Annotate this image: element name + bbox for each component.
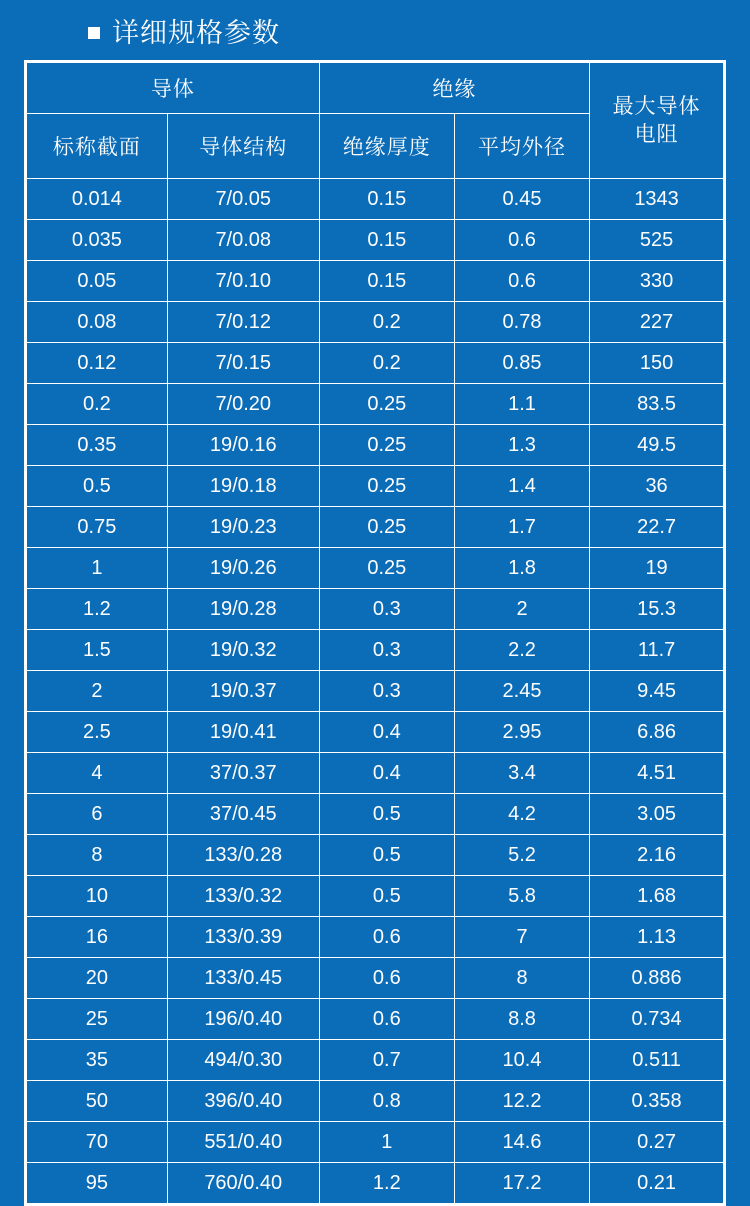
column-header-max-resistance-line2: 电阻 [634, 122, 679, 146]
cell-nominal-section: 0.12 [27, 343, 168, 384]
cell-insulation-thickness: 0.6 [319, 999, 454, 1040]
cell-insulation-thickness: 1 [319, 1122, 454, 1163]
cell-nominal-section: 25 [27, 999, 168, 1040]
cell-max-resistance: 227 [590, 302, 724, 343]
cell-conductor-structure: 494/0.30 [167, 1040, 319, 1081]
table-row [27, 835, 724, 876]
cell-average-od: 4.2 [454, 794, 589, 835]
cell-max-resistance: 83.5 [590, 384, 724, 425]
cell-average-od: 1.1 [454, 384, 589, 425]
cell-nominal-section: 2.5 [27, 712, 168, 753]
cell-insulation-thickness: 0.25 [319, 384, 454, 425]
cell-conductor-structure: 19/0.23 [167, 507, 319, 548]
table-row [27, 630, 724, 671]
cell-conductor-structure: 396/0.40 [167, 1081, 319, 1122]
cell-conductor-structure: 37/0.37 [167, 753, 319, 794]
cell-average-od: 1.3 [454, 425, 589, 466]
cell-max-resistance: 1343 [590, 179, 724, 220]
cell-nominal-section: 0.014 [27, 179, 168, 220]
table-row [27, 589, 724, 630]
cell-average-od: 5.2 [454, 835, 589, 876]
cell-average-od: 0.6 [454, 220, 589, 261]
cell-conductor-structure: 196/0.40 [167, 999, 319, 1040]
cell-max-resistance: 1.13 [590, 917, 724, 958]
cell-insulation-thickness: 0.6 [319, 958, 454, 999]
cell-nominal-section: 2 [27, 671, 168, 712]
cell-conductor-structure: 37/0.45 [167, 794, 319, 835]
cell-average-od: 7 [454, 917, 589, 958]
column-header-conductor-structure: 导体结构 [167, 114, 319, 179]
cell-max-resistance: 330 [590, 261, 724, 302]
cell-average-od: 3.4 [454, 753, 589, 794]
cell-insulation-thickness: 0.5 [319, 876, 454, 917]
cell-conductor-structure: 551/0.40 [167, 1122, 319, 1163]
cell-max-resistance: 0.734 [590, 999, 724, 1040]
table-row [27, 302, 724, 343]
cell-conductor-structure: 7/0.10 [167, 261, 319, 302]
cell-insulation-thickness: 0.15 [319, 179, 454, 220]
table-row [27, 917, 724, 958]
cell-conductor-structure: 133/0.45 [167, 958, 319, 999]
cell-conductor-structure: 7/0.05 [167, 179, 319, 220]
cell-insulation-thickness: 0.25 [319, 466, 454, 507]
cell-average-od: 8.8 [454, 999, 589, 1040]
cell-max-resistance: 0.27 [590, 1122, 724, 1163]
cell-average-od: 2 [454, 589, 589, 630]
cell-nominal-section: 0.35 [27, 425, 168, 466]
cell-nominal-section: 4 [27, 753, 168, 794]
table-group-header-row [27, 63, 724, 114]
cell-insulation-thickness: 0.4 [319, 712, 454, 753]
cell-nominal-section: 20 [27, 958, 168, 999]
cell-conductor-structure: 133/0.28 [167, 835, 319, 876]
square-bullet-icon [88, 27, 100, 39]
cell-insulation-thickness: 0.5 [319, 794, 454, 835]
group-header-conductor: 导体 [27, 63, 320, 114]
cell-max-resistance: 9.45 [590, 671, 724, 712]
cell-max-resistance: 4.51 [590, 753, 724, 794]
cell-average-od: 0.45 [454, 179, 589, 220]
cell-max-resistance: 3.05 [590, 794, 724, 835]
cell-nominal-section: 0.5 [27, 466, 168, 507]
cell-average-od: 17.2 [454, 1163, 589, 1204]
cell-max-resistance: 36 [590, 466, 724, 507]
cell-max-resistance: 150 [590, 343, 724, 384]
cell-nominal-section: 50 [27, 1081, 168, 1122]
table-row [27, 753, 724, 794]
cell-average-od: 0.78 [454, 302, 589, 343]
cell-nominal-section: 1.2 [27, 589, 168, 630]
table-row [27, 466, 724, 507]
cell-nominal-section: 0.05 [27, 261, 168, 302]
cell-conductor-structure: 133/0.39 [167, 917, 319, 958]
cell-insulation-thickness: 0.3 [319, 589, 454, 630]
cell-max-resistance: 525 [590, 220, 724, 261]
cell-average-od: 2.2 [454, 630, 589, 671]
cell-insulation-thickness: 0.2 [319, 343, 454, 384]
column-header-max-resistance-line1: 最大导体 [612, 95, 701, 119]
column-header-insulation-thickness: 绝缘厚度 [319, 114, 454, 179]
cell-conductor-structure: 7/0.15 [167, 343, 319, 384]
cell-max-resistance: 0.358 [590, 1081, 724, 1122]
table-row [27, 179, 724, 220]
cell-nominal-section: 1 [27, 548, 168, 589]
page-title [0, 0, 750, 60]
spec-table-container [24, 60, 726, 1206]
cell-max-resistance: 49.5 [590, 425, 724, 466]
cell-nominal-section: 8 [27, 835, 168, 876]
table-row [27, 220, 724, 261]
cell-nominal-section: 95 [27, 1163, 168, 1204]
column-header-max-resistance [590, 63, 724, 179]
cell-conductor-structure: 7/0.12 [167, 302, 319, 343]
cell-nominal-section: 10 [27, 876, 168, 917]
spec-table [26, 62, 724, 1204]
cell-insulation-thickness: 0.15 [319, 261, 454, 302]
table-row [27, 261, 724, 302]
cell-conductor-structure: 19/0.18 [167, 466, 319, 507]
cell-conductor-structure: 7/0.20 [167, 384, 319, 425]
cell-insulation-thickness: 0.15 [319, 220, 454, 261]
cell-max-resistance: 0.886 [590, 958, 724, 999]
table-row [27, 712, 724, 753]
table-row [27, 384, 724, 425]
table-row [27, 507, 724, 548]
cell-conductor-structure: 19/0.37 [167, 671, 319, 712]
cell-conductor-structure: 19/0.26 [167, 548, 319, 589]
cell-average-od: 5.8 [454, 876, 589, 917]
table-row [27, 548, 724, 589]
cell-max-resistance: 0.511 [590, 1040, 724, 1081]
column-header-average-od: 平均外径 [454, 114, 589, 179]
cell-max-resistance: 22.7 [590, 507, 724, 548]
cell-nominal-section: 0.08 [27, 302, 168, 343]
cell-average-od: 2.95 [454, 712, 589, 753]
cell-average-od: 12.2 [454, 1081, 589, 1122]
table-row [27, 1122, 724, 1163]
group-header-insulation: 绝缘 [319, 63, 589, 114]
cell-conductor-structure: 760/0.40 [167, 1163, 319, 1204]
cell-nominal-section: 16 [27, 917, 168, 958]
cell-insulation-thickness: 0.3 [319, 671, 454, 712]
cell-average-od: 2.45 [454, 671, 589, 712]
cell-nominal-section: 70 [27, 1122, 168, 1163]
cell-average-od: 1.7 [454, 507, 589, 548]
table-row [27, 1081, 724, 1122]
cell-insulation-thickness: 0.25 [319, 548, 454, 589]
cell-insulation-thickness: 1.2 [319, 1163, 454, 1204]
cell-average-od: 0.85 [454, 343, 589, 384]
cell-conductor-structure: 19/0.41 [167, 712, 319, 753]
cell-insulation-thickness: 0.5 [319, 835, 454, 876]
cell-average-od: 1.4 [454, 466, 589, 507]
cell-nominal-section: 0.75 [27, 507, 168, 548]
cell-insulation-thickness: 0.25 [319, 507, 454, 548]
column-header-nominal-section: 标称截面 [27, 114, 168, 179]
cell-conductor-structure: 19/0.28 [167, 589, 319, 630]
cell-conductor-structure: 19/0.32 [167, 630, 319, 671]
table-row [27, 425, 724, 466]
cell-average-od: 8 [454, 958, 589, 999]
table-row [27, 958, 724, 999]
cell-average-od: 10.4 [454, 1040, 589, 1081]
table-row [27, 343, 724, 384]
table-row [27, 876, 724, 917]
table-row [27, 1163, 724, 1204]
cell-nominal-section: 0.035 [27, 220, 168, 261]
cell-nominal-section: 35 [27, 1040, 168, 1081]
cell-average-od: 14.6 [454, 1122, 589, 1163]
table-row [27, 671, 724, 712]
cell-insulation-thickness: 0.25 [319, 425, 454, 466]
cell-insulation-thickness: 0.3 [319, 630, 454, 671]
cell-max-resistance: 2.16 [590, 835, 724, 876]
cell-conductor-structure: 19/0.16 [167, 425, 319, 466]
table-row [27, 999, 724, 1040]
table-row [27, 1040, 724, 1081]
cell-conductor-structure: 133/0.32 [167, 876, 319, 917]
cell-nominal-section: 6 [27, 794, 168, 835]
cell-nominal-section: 1.5 [27, 630, 168, 671]
cell-insulation-thickness: 0.4 [319, 753, 454, 794]
cell-average-od: 1.8 [454, 548, 589, 589]
cell-max-resistance: 15.3 [590, 589, 724, 630]
cell-average-od: 0.6 [454, 261, 589, 302]
cell-max-resistance: 0.21 [590, 1163, 724, 1204]
cell-max-resistance: 1.68 [590, 876, 724, 917]
page-title-label: 详细规格参数 [112, 17, 280, 48]
table-row [27, 794, 724, 835]
cell-insulation-thickness: 0.8 [319, 1081, 454, 1122]
cell-max-resistance: 11.7 [590, 630, 724, 671]
cell-conductor-structure: 7/0.08 [167, 220, 319, 261]
cell-max-resistance: 6.86 [590, 712, 724, 753]
cell-nominal-section: 0.2 [27, 384, 168, 425]
cell-max-resistance: 19 [590, 548, 724, 589]
cell-insulation-thickness: 0.2 [319, 302, 454, 343]
cell-insulation-thickness: 0.7 [319, 1040, 454, 1081]
cell-insulation-thickness: 0.6 [319, 917, 454, 958]
